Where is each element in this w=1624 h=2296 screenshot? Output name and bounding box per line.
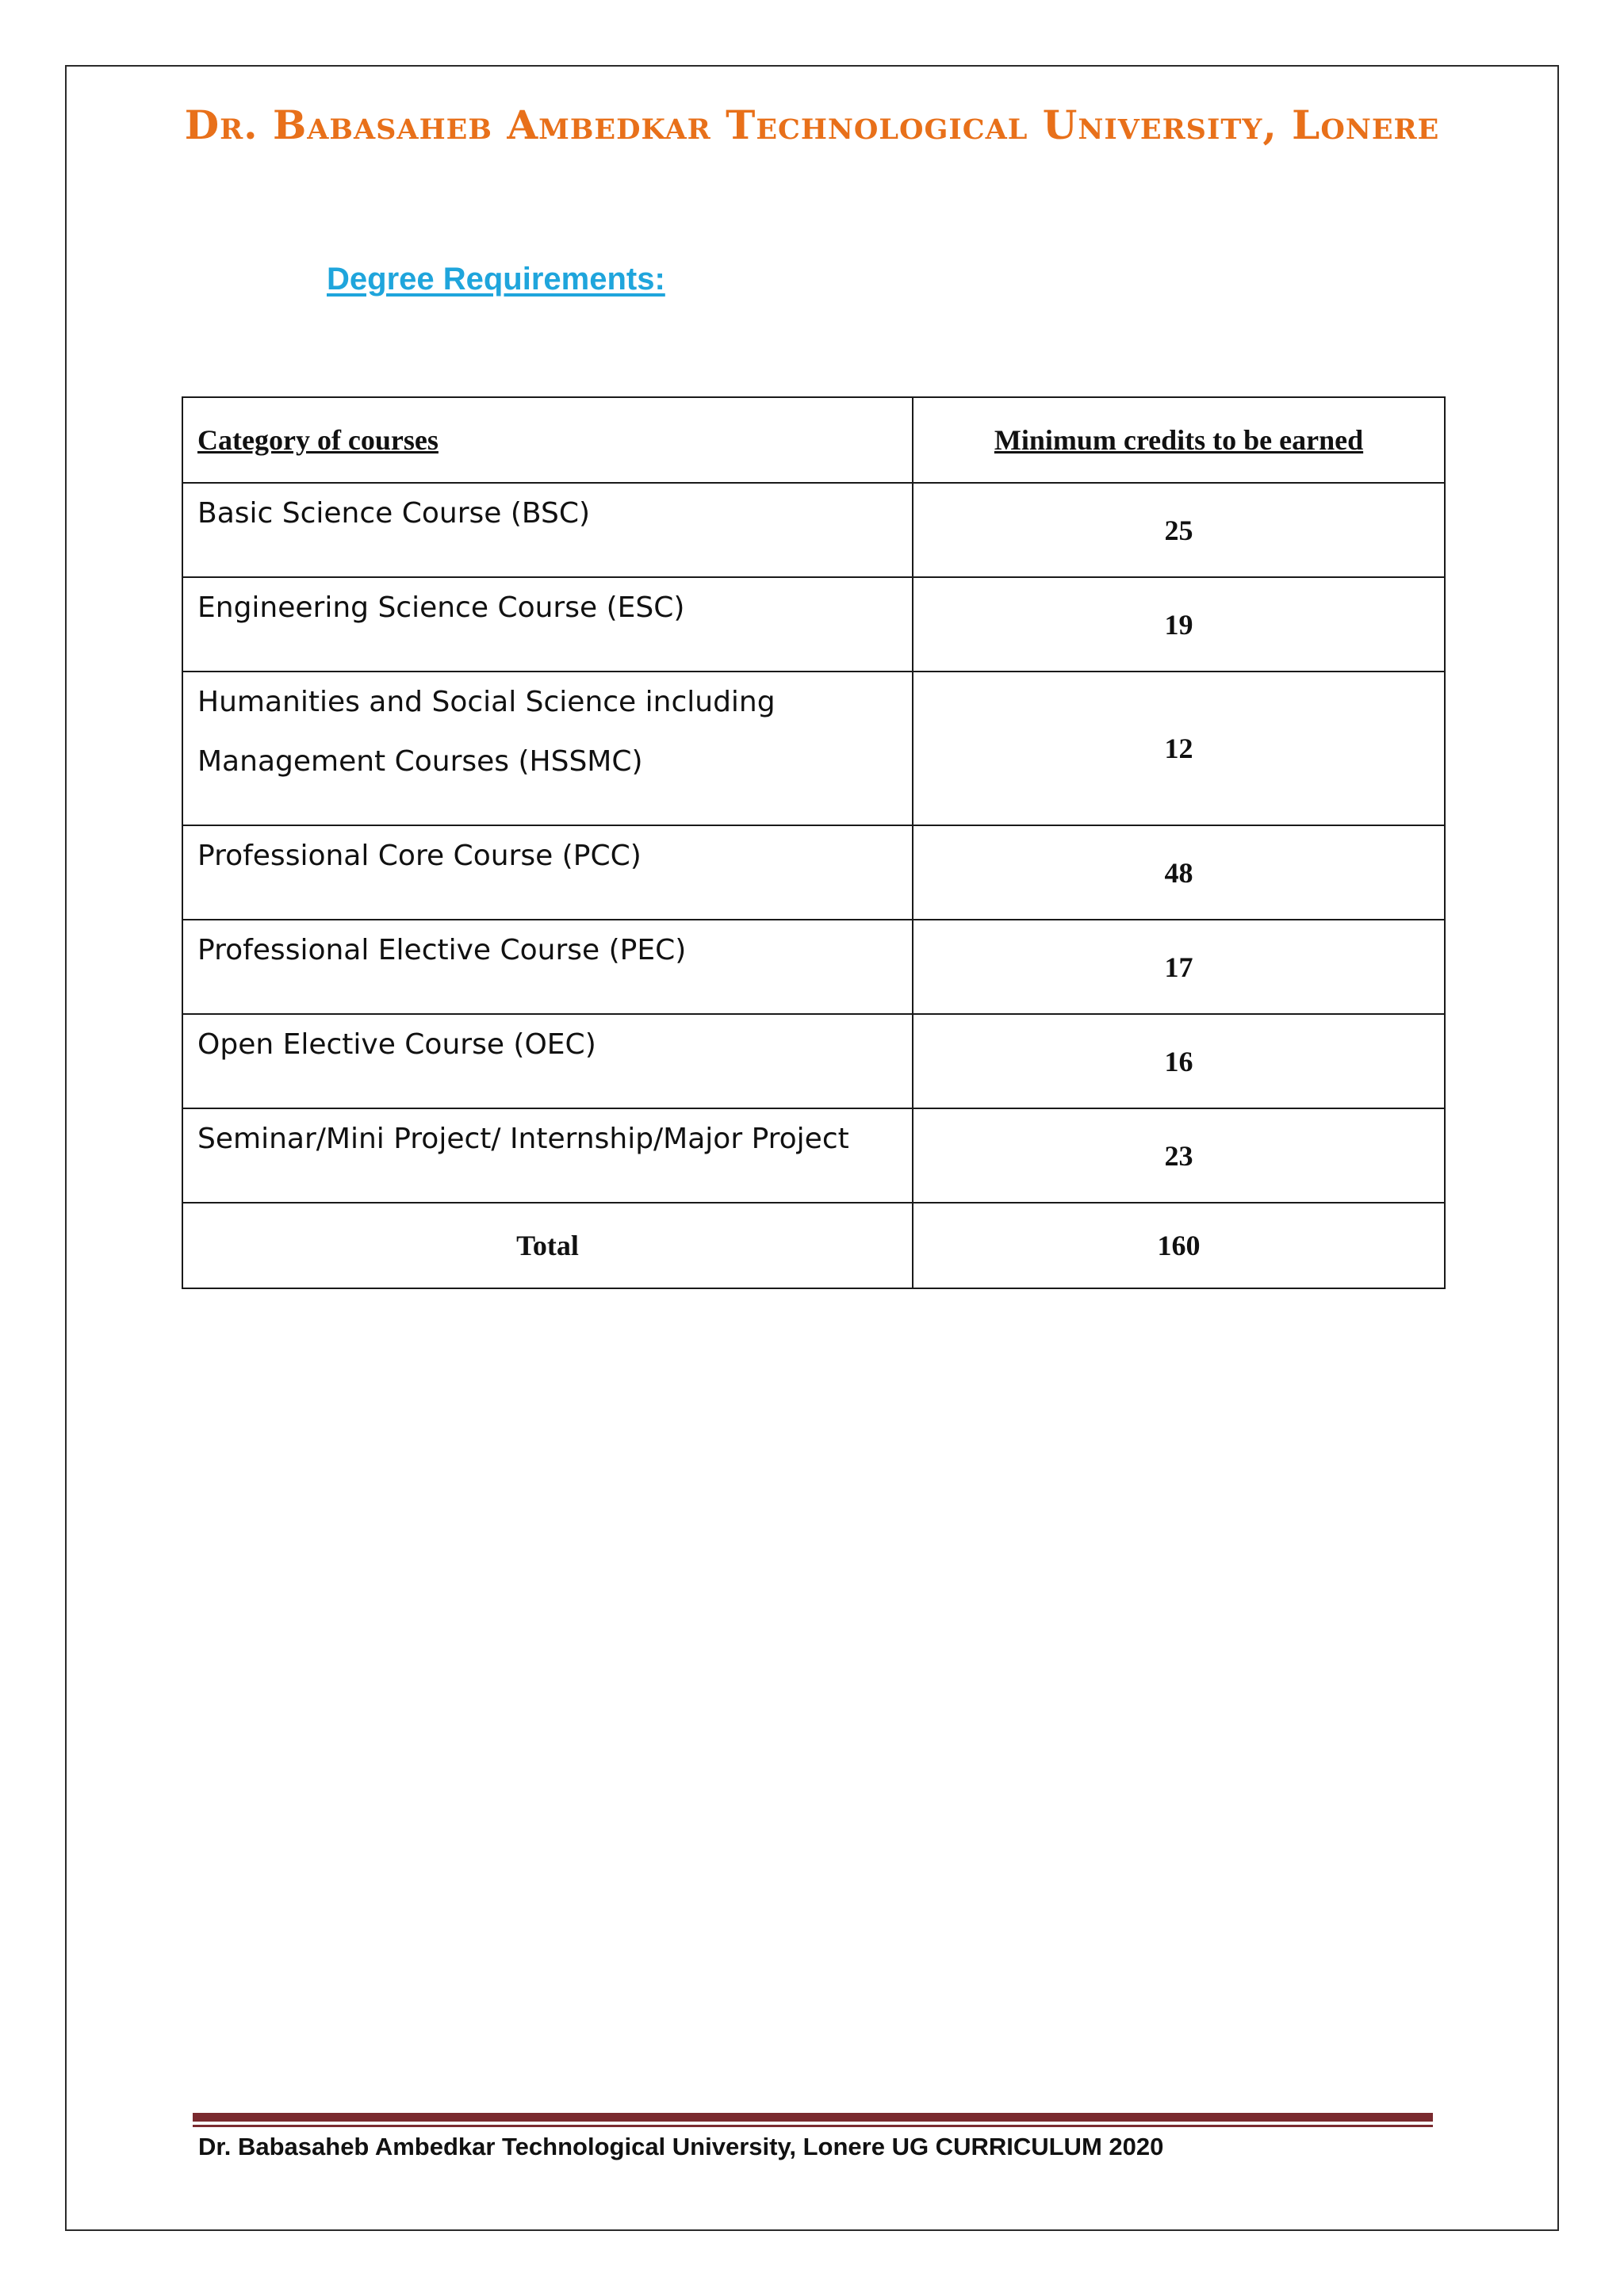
category-cell: Humanities and Social Science including Management Courses (HSSMC) xyxy=(182,672,913,825)
category-cell: Professional Core Course (PCC) xyxy=(182,825,913,920)
table-total-row xyxy=(182,1203,1445,1288)
category-cell: Engineering Science Course (ESC) xyxy=(182,577,913,672)
section-heading: Degree Requirements: xyxy=(327,262,665,297)
credits-cell: 16 xyxy=(913,1014,1445,1108)
footer-divider-thin xyxy=(193,2125,1433,2127)
credits-cell: 23 xyxy=(913,1108,1445,1203)
credits-cell: 48 xyxy=(913,825,1445,920)
footer-divider xyxy=(193,2113,1433,2122)
category-cell: Basic Science Course (BSC) xyxy=(182,483,913,577)
credits-cell: 17 xyxy=(913,920,1445,1014)
table-row xyxy=(182,577,1445,672)
university-title: Dr. Babasaheb Ambedkar Technological University, Lonere xyxy=(184,101,1440,148)
table-row xyxy=(182,483,1445,577)
table-row xyxy=(182,920,1445,1014)
total-credits: 160 xyxy=(913,1203,1445,1288)
column-header-category: Category of courses xyxy=(182,397,913,483)
table-row xyxy=(182,672,1445,825)
column-header-credits: Minimum credits to be earned xyxy=(913,397,1445,483)
category-cell: Open Elective Course (OEC) xyxy=(182,1014,913,1108)
credits-cell: 19 xyxy=(913,577,1445,672)
credits-cell: 25 xyxy=(913,483,1445,577)
table-row xyxy=(182,1108,1445,1203)
table-header-row xyxy=(182,397,1445,483)
category-cell: Seminar/Mini Project/ Internship/Major Project xyxy=(182,1108,913,1203)
credits-cell: 12 xyxy=(913,672,1445,825)
table-row xyxy=(182,825,1445,920)
degree-requirements-table xyxy=(182,396,1446,1289)
category-cell: Professional Elective Course (PEC) xyxy=(182,920,913,1014)
footer-text: Dr. Babasaheb Ambedkar Technological University, Lonere UG CURRICULUM 2020 xyxy=(198,2133,1164,2160)
table-row xyxy=(182,1014,1445,1108)
total-label: Total xyxy=(182,1203,913,1288)
